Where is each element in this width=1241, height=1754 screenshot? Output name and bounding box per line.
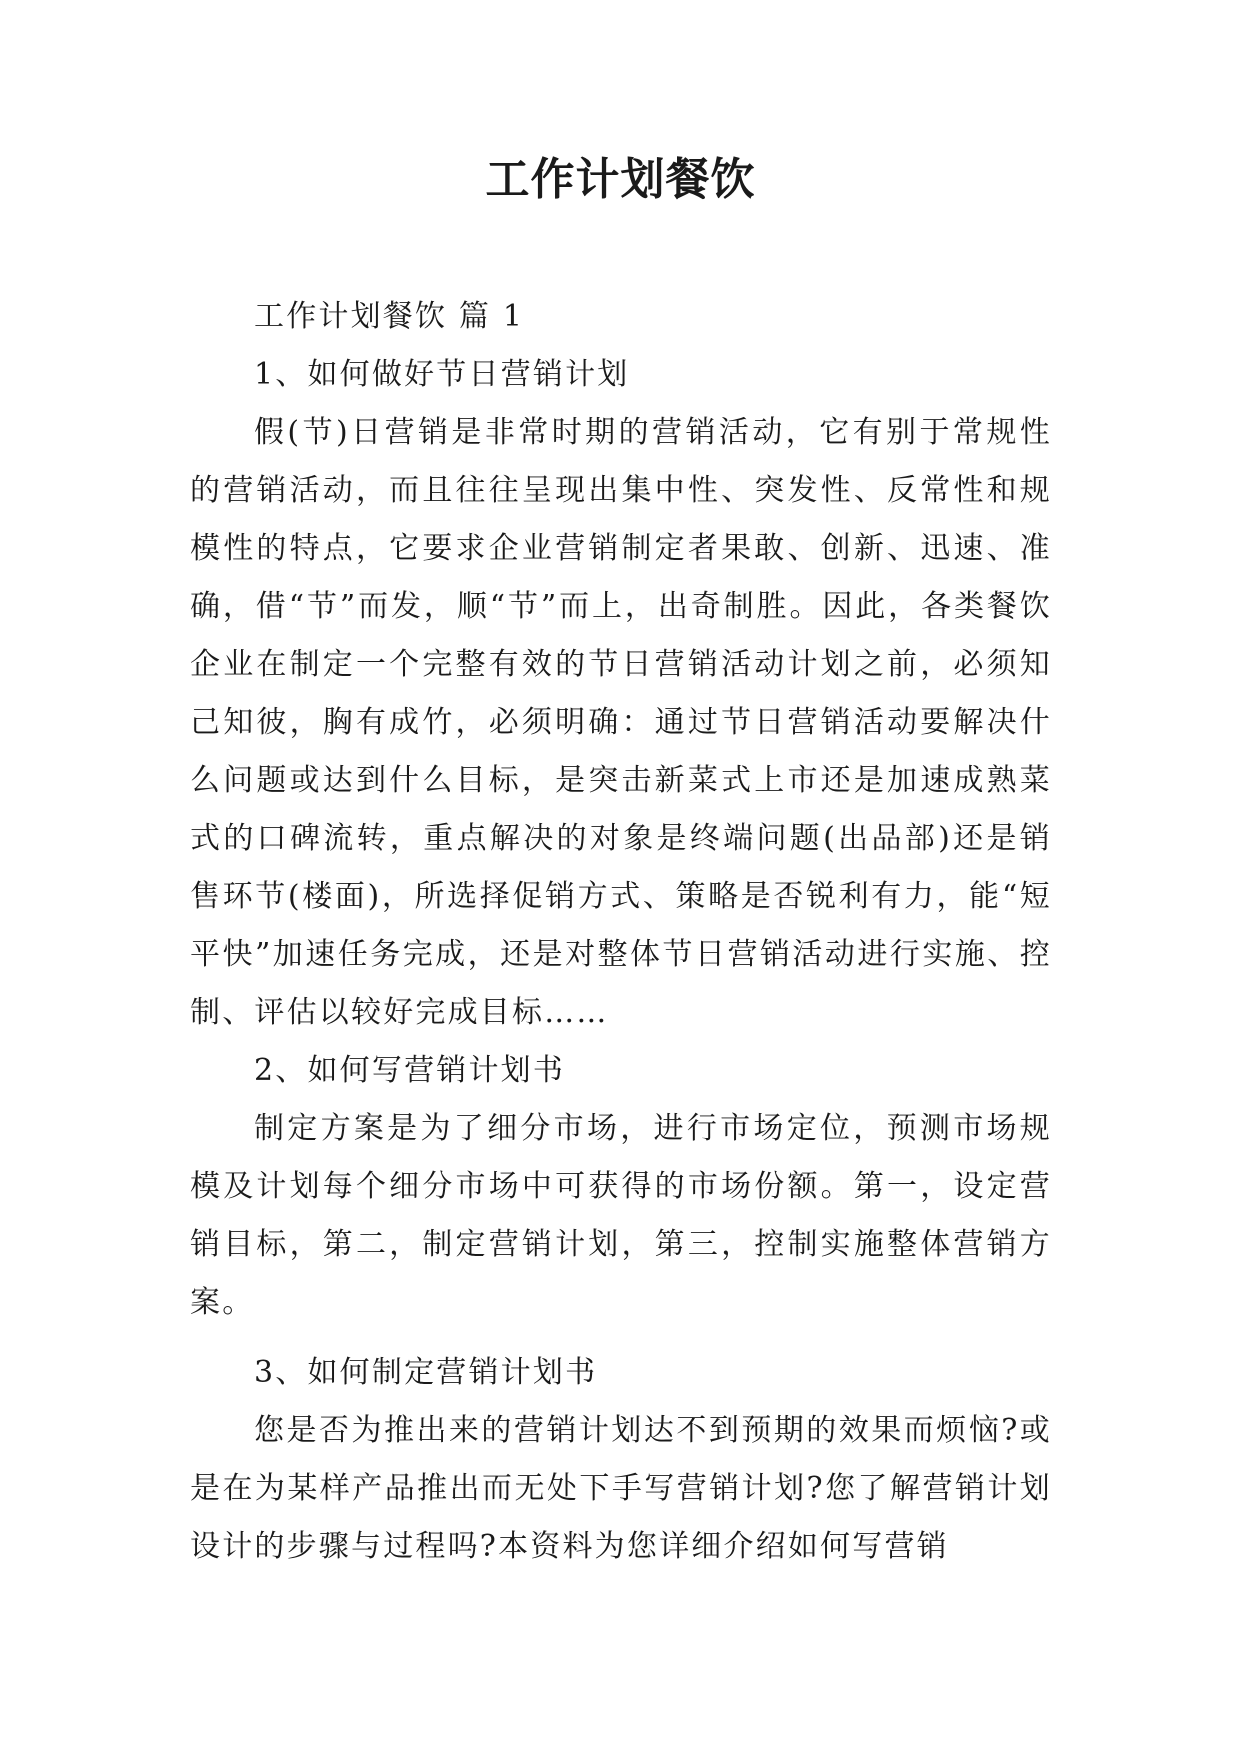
paragraph: 您是否为推出来的营销计划达不到预期的效果而烦恼?或是在为某样产品推出而无处下手写营销计划?您了解营销计划设计的步骤与过程吗?本资料为您详细介绍如何写营销 [190,1413,1052,1564]
paragraph: 假(节)日营销是非常时期的营销活动，它有别于常规性的营销活动，而且往往呈现出集中性、突发性、反常性和规模性的特点，它要求企业营销制定者果敢、创新、迅速、准确，借“节”而发，顺“节”而上，出奇制胜。因此，各类餐饮企业在制定一个完整有效的节日营销活动计划之前，必须知己知彼，胸有成竹，必须明确：通过节日营销活动要解决什么问题或达到什么目标，是突击新菜式上市还是加速成熟菜式的口碑流转，重点解决的对象是终端问题(出品部)还是销售环节(楼面)，所选择促销方式、策略是否锐利有力，能“短平快”加速任务完成，还是对整体节日营销活动进行实施、控制、评估以较好完成目标…… [190,415,1052,1030]
subheading: 3、如何制定营销计划书 [254,1355,598,1390]
document-body [190,288,1052,1576]
subheading: 1、如何做好节日营销计划 [254,357,630,392]
document-title: 工作计划餐饮 [485,154,756,205]
section-heading: 工作计划餐饮 篇 1 [254,299,525,334]
paragraph: 制定方案是为了细分市场，进行市场定位，预测市场规模及计划每个细分市场中可获得的市场份额。第一，设定营销目标，第二，制定营销计划，第三，控制实施整体营销方案。 [190,1111,1052,1320]
subheading: 2、如何写营销计划书 [254,1053,566,1088]
